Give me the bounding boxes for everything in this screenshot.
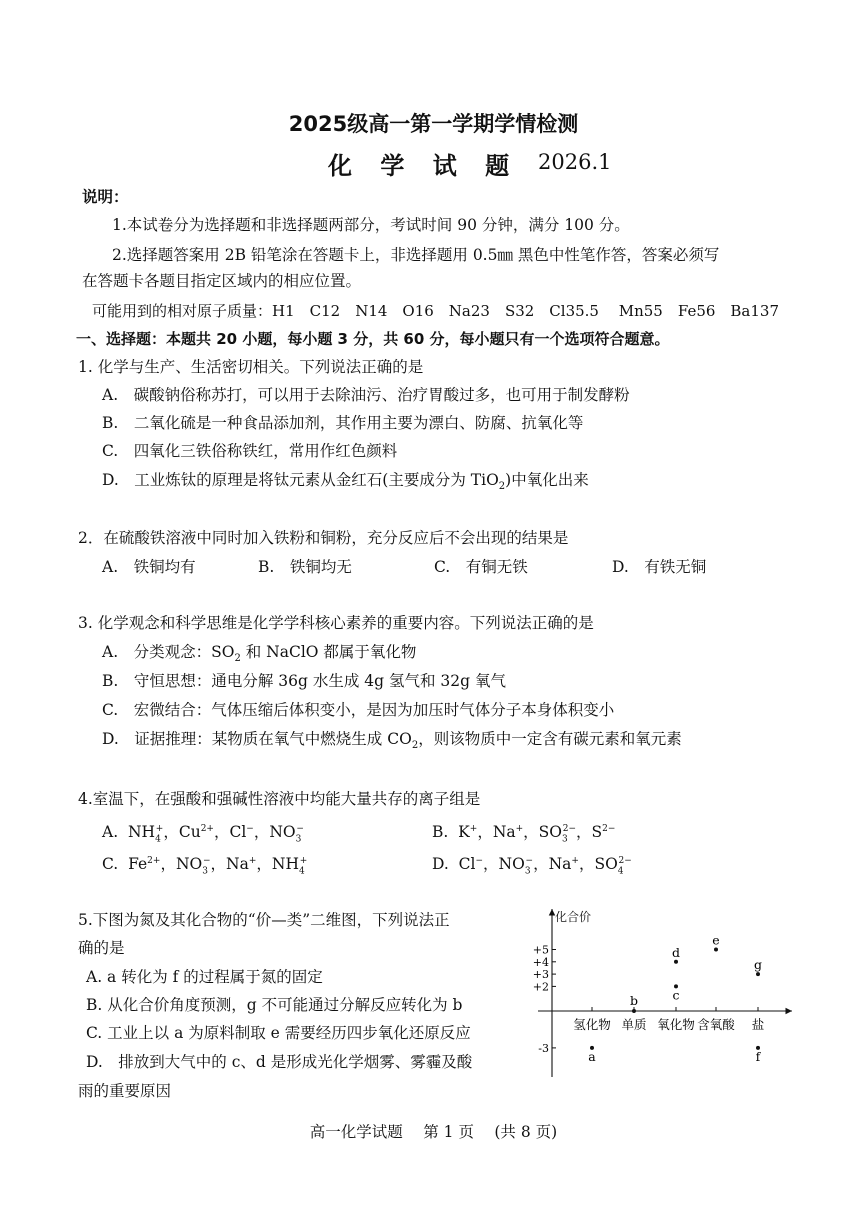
q5-option-b: B. 从化合价角度预测，g 不可能通过分解反应转化为 b (86, 996, 463, 1014)
q3-option-b: B. 守恒思想：通电分解 36g 水生成 4g 氢气和 32g 氧气 (102, 672, 506, 690)
data-point-label-e: e (712, 932, 720, 948)
y-tick-label: -3 (538, 1041, 549, 1055)
q2-option-d: D. 有铁无铜 (612, 558, 707, 576)
x-category-label: 氧化物 (657, 1017, 695, 1032)
x-category-label: 盐 (751, 1017, 765, 1032)
y-tick-label: +5 (532, 943, 549, 957)
valence-class-chart (530, 905, 800, 1083)
q5-option-c: C. 工业上以 a 为原料制取 e 需要经历四步氧化还原反应 (86, 1024, 471, 1042)
data-point-g (756, 972, 760, 976)
q4-option-a: A. $NH_4^+$，$Cu^{2+}$，Cl−，$NO_3^-$ (102, 823, 304, 845)
atomic-mass-line: 可能用到的相对原子质量：H1 C12 N14 O16 Na23 S32 Cl35.5 Mn55 Fe56 Ba137 (92, 302, 779, 320)
data-point-b (632, 1009, 636, 1013)
q3-option-c: C. 宏微结合：气体压缩后体积变小，是因为加压时气体分子本身体积变小 (102, 701, 615, 719)
q4-option-c: C. $Fe^{2+}$，$NO_3^-$，Na+，$NH_4^+$ (102, 855, 308, 877)
q2-stem: 2．在硫酸铁溶液中同时加入铁粉和铜粉，充分反应后不会出现的结果是 (78, 529, 569, 547)
exam-title: 2025级高一第一学期学情检测 (288, 112, 579, 136)
x-category-label: 氢化物 (573, 1017, 611, 1032)
page-footer: 高一化学试题 第 1 页 (共 8 页) (309, 1123, 558, 1141)
x-category-label: 单质 (621, 1017, 647, 1032)
y-tick-label: +3 (532, 968, 549, 982)
y-axis-label: 化合价 (555, 910, 592, 924)
data-point-label-b: b (629, 993, 639, 1008)
note-2: 2.选择题答案用 2B 铅笔涂在答题卡上，非选择题用 0.5㎜ 黑色中性笔作答，答案必须写 (112, 246, 720, 264)
q1-stem: 1. 化学与生产、生活密切相关。下列说法正确的是 (78, 358, 424, 376)
q3-stem: 3. 化学观念和科学思维是化学学科核心素养的重要内容。下列说法正确的是 (78, 614, 594, 632)
q5-stem: 5.下图为氮及其化合物的“价—类”二维图，下列说法正 (78, 911, 450, 929)
data-point-label-a: a (588, 1048, 596, 1064)
data-point-label-d: d (671, 944, 681, 960)
q4-option-d: D. Cl−，$NO_3^-$，Na+，$SO_4^{2-}$ (432, 855, 632, 877)
q3-option-a: A. 分类观念：$SO_2$ 和 NaClO 都属于氧化物 (102, 643, 417, 665)
q1-option-b: B. 二氧化硫是一种食品添加剂，其作用主要为漂白、防腐、抗氧化等 (102, 414, 584, 432)
data-point-e (714, 948, 718, 952)
notes-heading: 说明： (82, 188, 129, 206)
q4-stem: 4.室温下，在强酸和强碱性溶液中均能大量共存的离子组是 (78, 790, 481, 808)
q2-option-a: A. 铁铜均有 (102, 558, 196, 576)
note-2-cont: 在答题卡各题目指定区域内的相应位置。 (82, 272, 362, 290)
y-tick-label: +2 (532, 980, 549, 994)
note-1: 1.本试卷分为选择题和非选择题两部分，考试时间 90 分钟，满分 100 分。 (112, 216, 630, 234)
section-heading: 一、选择题：本题共 20 小题，每小题 3 分，共 60 分，每小题只有一个选项符合题意。 (76, 330, 670, 348)
q2-option-b: B. 铁铜均无 (258, 558, 352, 576)
x-category-label: 含氧酸 (697, 1017, 735, 1032)
data-point-label-f: f (755, 1048, 761, 1064)
q5-option-d: D. 排放到大气中的 c、d 是形成光化学烟雾、雾霾及酸 (86, 1053, 473, 1071)
q2-option-c: C. 有铜无铁 (434, 558, 528, 576)
y-tick-label: +4 (532, 955, 549, 969)
q5-option-a: A. a 转化为 f 的过程属于氮的固定 (86, 968, 323, 986)
q1-option-c: C. 四氧化三铁俗称铁红，常用作红色颜料 (102, 442, 398, 460)
subject-title: 化 学 试 题 (328, 152, 520, 180)
q1-option-d: D. 工业炼钛的原理是将钛元素从金红石(主要成分为 TiO$_2$)中氧化出来 (102, 471, 589, 493)
q1-option-a: A. 碳酸钠俗称苏打，可以用于去除油污、治疗胃酸过多，也可用于制发酵粉 (102, 386, 630, 404)
q3-option-d: D. 证据推理：某物质在氧气中燃烧生成 $CO_2$，则该物质中一定含有碳元素和氧元素 (102, 730, 682, 752)
data-point-label-c: c (672, 987, 680, 1003)
data-point-label-g: g (753, 957, 763, 973)
q5-option-d-cont: 雨的重要原因 (78, 1082, 172, 1100)
q5-stem-cont: 确的是 (78, 939, 125, 957)
exam-date: 2026.1 (538, 150, 612, 174)
q4-option-b: B. K+，Na+，$SO_3^{2-}$，$S^{2-}$ (432, 823, 616, 845)
data-point-d (674, 960, 678, 964)
